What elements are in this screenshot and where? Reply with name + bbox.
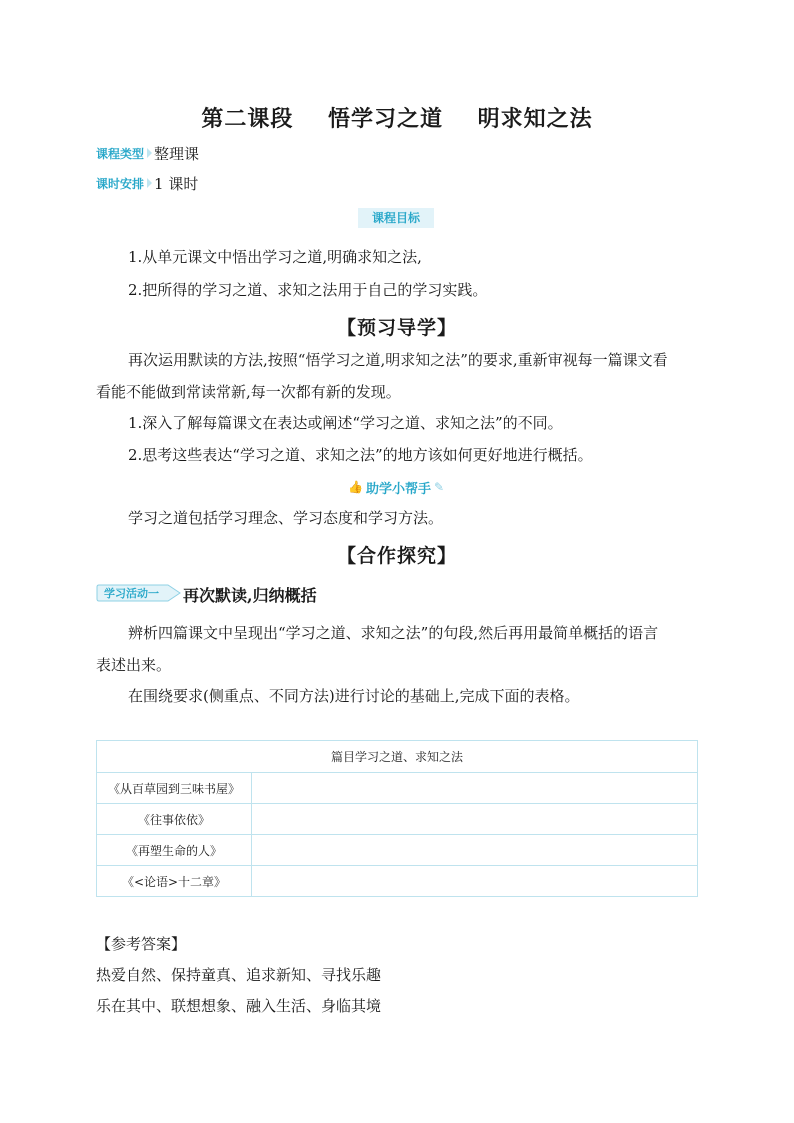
table-cell-title: 《再塑生命的人》	[97, 835, 252, 866]
label-arrow-icon	[147, 148, 152, 158]
preview-item: 1.深入了解每篇课文在表达或阐述“学习之道、求知之法”的不同。	[128, 414, 563, 432]
helper-text: 学习之道包括学习理念、学习态度和学习方法。	[128, 509, 444, 527]
preview-heading: 【预习导学】	[336, 317, 457, 339]
table-cell-title: 《从百草园到三味书屋》	[97, 773, 252, 804]
course-type-row	[96, 143, 199, 163]
summary-table	[96, 740, 698, 897]
page-title: 第二课段 悟学习之道 明求知之法	[201, 106, 593, 132]
table-cell-answer[interactable]	[252, 866, 698, 897]
preview-item: 2.思考这些表达“学习之道、求知之法”的地方该如何更好地进行概括。	[128, 446, 593, 464]
preview-intro-line: 再次运用默读的方法,按照“悟学习之道,明求知之法”的要求,重新审视每一篇课文看	[128, 351, 668, 369]
table-header-cell: 篇目学习之道、求知之法	[97, 741, 698, 773]
helper-label: 助学小帮手	[365, 481, 431, 497]
class-hours-label: 课时安排	[96, 175, 152, 192]
activity-tag-label: 学习活动一	[104, 587, 159, 600]
answer-line: 乐在其中、联想想象、融入生活、身临其境	[96, 997, 382, 1015]
table-row	[97, 866, 698, 897]
activity-paragraph-line: 在围绕要求(侧重点、不同方法)进行讨论的基础上,完成下面的表格。	[128, 687, 580, 705]
activity-title: 再次默读,归纳概括	[183, 586, 317, 605]
class-hours-value: 1 课时	[154, 174, 199, 193]
course-type-value: 整理课	[154, 144, 200, 163]
table-cell-answer[interactable]	[252, 804, 698, 835]
activity-tag	[96, 584, 178, 602]
preview-intro-line: 看能不能做到常读常新,每一次都有新的发现。	[96, 383, 401, 401]
answers-heading: 【参考答案】	[96, 935, 187, 953]
course-type-label: 课程类型	[96, 145, 152, 162]
cooperate-heading: 【合作探究】	[336, 545, 457, 567]
table-cell-title: 《<论语>十二章》	[97, 866, 252, 897]
objective-item: 2.把所得的学习之道、求知之法用于自己的学习实践。	[128, 281, 488, 299]
class-hours-row	[96, 173, 198, 193]
table-cell-answer[interactable]	[252, 835, 698, 866]
table-cell-answer[interactable]	[252, 773, 698, 804]
thumbs-up-icon: 👍	[347, 480, 363, 494]
label-arrow-icon	[147, 178, 152, 188]
table-row	[97, 835, 698, 866]
sparkle-icon: ✎	[433, 480, 445, 494]
objective-item: 1.从单元课文中悟出学习之道,明确求知之法,	[128, 248, 422, 266]
table-row	[97, 804, 698, 835]
helper-badge	[340, 477, 452, 497]
table-header-row	[97, 741, 698, 773]
activity-paragraph-line: 辨析四篇课文中呈现出“学习之道、求知之法”的句段,然后再用最简单概括的语言	[128, 624, 659, 642]
table-cell-title: 《往事依依》	[97, 804, 252, 835]
answer-line: 热爱自然、保持童真、追求新知、寻找乐趣	[96, 966, 382, 984]
table-row	[97, 773, 698, 804]
objectives-badge: 课程目标	[358, 208, 434, 228]
activity-paragraph-line: 表述出来。	[96, 656, 172, 674]
